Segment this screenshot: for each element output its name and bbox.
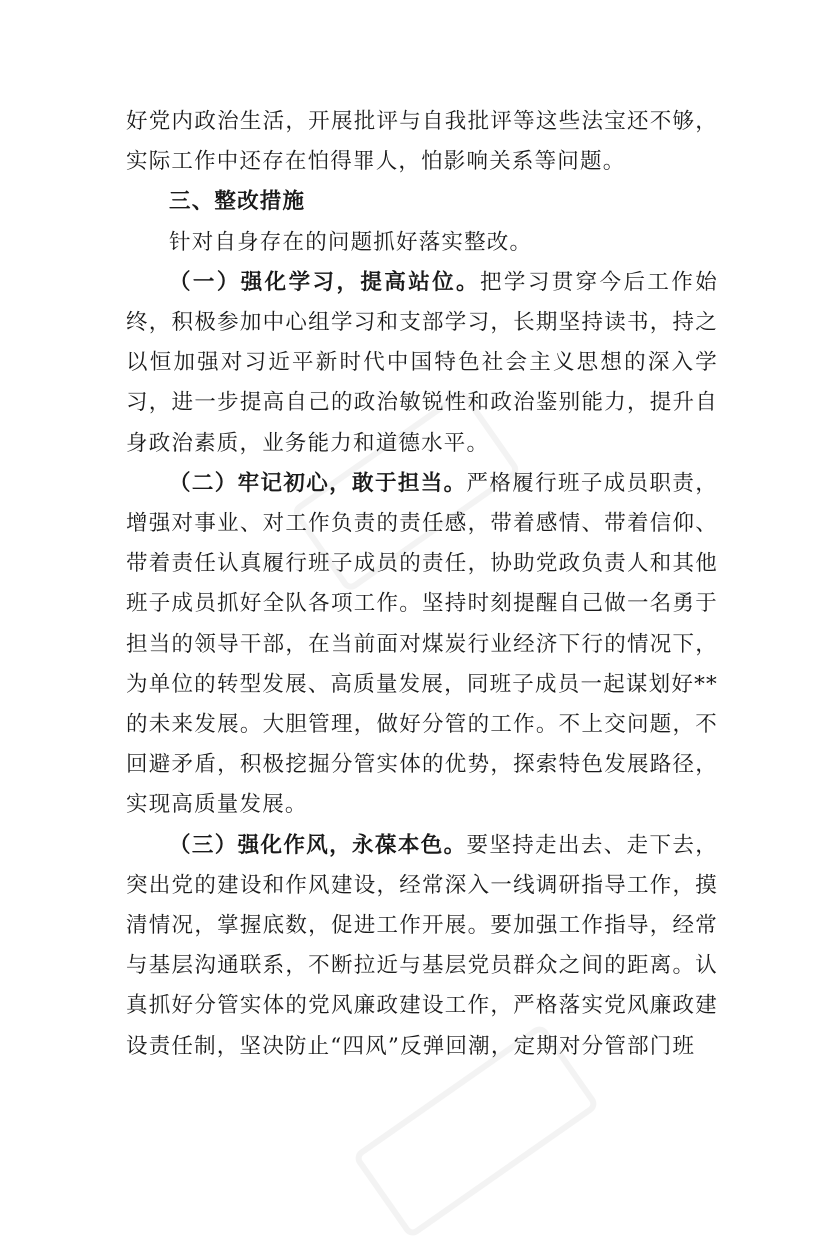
measure-item-1-body: 把学习贯穿今后工作始终，积极参加中心组学习和支部学习，长期坚持读书，持之以恒加强对习近平新时代中国特色社会主义思想的深入学习，进一步提高自己的政治敏锐性和政治鉴别能力，提升自身政治素质，业务能力和道德水平。 bbox=[126, 269, 718, 456]
document-body bbox=[126, 102, 718, 1067]
measure-item-3-body: 要坚持走出去、走下去，突出党的建设和作风建设，经常深入一线调研指导工作，摸清情况，掌握底数，促进工作开展。要加强工作指导，经常与基层沟通联系，不断拉近与基层党员群众之间的距离。认真抓好分管实体的党风廉政建设工作，严格落实党风廉政建设责任制，坚决防止“四风”反弹回潮，定期对分管部门班 bbox=[126, 832, 718, 1059]
measure-item-3 bbox=[126, 826, 718, 1067]
measure-item-3-lead: （三）强化作风，永葆本色。 bbox=[169, 832, 467, 858]
paragraph-continuation: 好党内政治生活，开展批评与自我批评等这些法宝还不够，实际工作中还存在怕得罪人，怕影响关系等问题。 bbox=[126, 109, 718, 175]
measure-item-1-lead: （一）强化学习，提高站位。 bbox=[169, 269, 480, 295]
measure-item-2-body: 严格履行班子成员职责，增强对事业、对工作负责的责任感，带着感情、带着信仰、带着责任认真履行班子成员的责任，协助党政负责人和其他班子成员抓好全队各项工作。坚持时刻提醒自己做一名勇于担当的领导干部，在当前面对煤炭行业经济下行的情况下，为单位的转型发展、高质量发展，同班子成员一起谋划好**的未来发展。大胆管理，做好分管的工作。不上交问题，不回避矛盾，积极挖掘分管实体的优势，探索特色发展路径，实现高质量发展。 bbox=[126, 470, 718, 818]
section-heading: 三、整改措施 bbox=[169, 189, 306, 215]
measure-item-2 bbox=[126, 464, 718, 826]
intro-paragraph: 针对自身存在的问题抓好落实整改。 bbox=[169, 229, 533, 255]
measure-item-1 bbox=[126, 263, 718, 464]
measure-item-2-lead: （二）牢记初心，敢于担当。 bbox=[169, 470, 467, 496]
